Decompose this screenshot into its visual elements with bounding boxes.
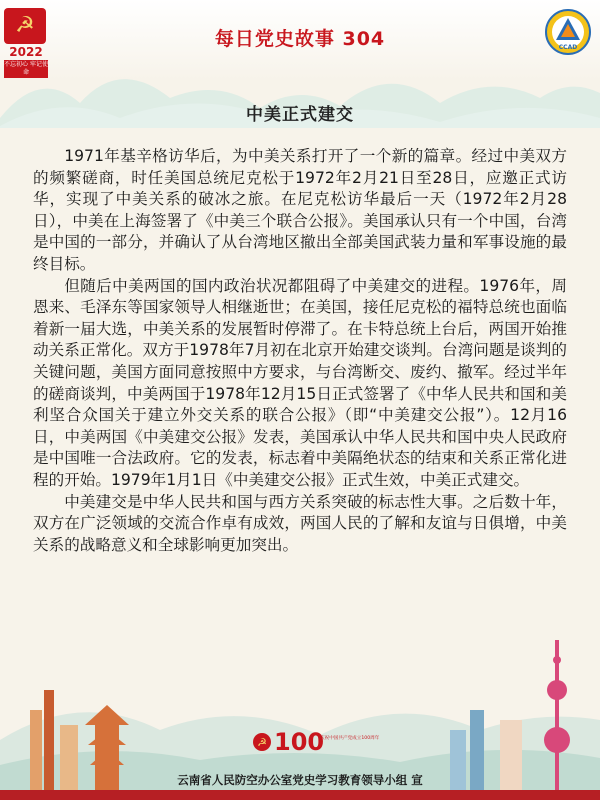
hammer-sickle-icon: ☭ (4, 8, 46, 44)
city-skyline-illustration (0, 600, 600, 800)
footer-credit: 云南省人民防空办公室党史学习教育领导小组 宣 (177, 773, 423, 787)
logo-number: 100 (274, 728, 325, 756)
article-body (33, 146, 567, 556)
article-paragraph: 中美建交是中华人民共和国与西方关系突破的标志性大事。之后数十年，双方在广泛领域的交流合作卓有成效，两国人民的了解和友谊与日俱增，中美关系的战略意义和全球影响更加突出。 (33, 492, 567, 554)
page-header-title: 每日党史故事 304 (214, 28, 386, 50)
hammer-sickle-icon: ☭ (257, 736, 267, 749)
badge-year: 2022 (9, 45, 43, 59)
centenary-logo (250, 722, 380, 762)
logo-caption: 庆祝中国共产党成立100周年 (320, 736, 380, 741)
emblem-label: CCAD (558, 44, 578, 51)
article-paragraph: 但随后中美两国的国内政治状况都阻碍了中美建交的进程。1976年，周恩来、毛泽东等国家领导人相继逝世；在美国，接任尼克松的福特总统也面临着新一届大选，中美关系的发展暂时停滞了。在卡特总统上台后，两国开始推动关系正常化。双方于1978年7月初在北京开始建交谈判。台湾问题是谈判的关键问题，美国方面同意按照中方要求，与台湾断交、废约、撤军。经过半年的磋商谈判，中美两国于1978年12月15日正式签署了《中华人民共和国和美利坚合众国关于建立外交关系的联合公报》（即“中美建交公报”）。12月16日，中美两国《中美建交公报》发表，美国承认中华人民共和国中央人民政府是中国唯一合法政府。它的发表，标志着中美隔绝状态的结束和关系正常化进程的开始。1979年1月1日《中美建交公报》正式生效，中美正式建交。 (33, 276, 567, 489)
article-title: 中美正式建交 (246, 105, 354, 125)
article-paragraph: 1971年基辛格访华后，为中美关系打开了一个新的篇章。经过中美双方的频繁磋商，时任美国总统尼克松于1972年2月21日至28日，应邀正式访华，实现了中美关系的破冰之旅。在尼克松访华最后一天（1972年2月28日），中美在上海签署了《中美三个联合公报》。美国承认只有一个中国，台湾是中国的一部分，并确认了从台湾地区撤出全部美国武装力量和军事设施的最终目标。 (33, 147, 567, 273)
badge-motto: 不忘初心 牢记使命 (4, 61, 48, 76)
